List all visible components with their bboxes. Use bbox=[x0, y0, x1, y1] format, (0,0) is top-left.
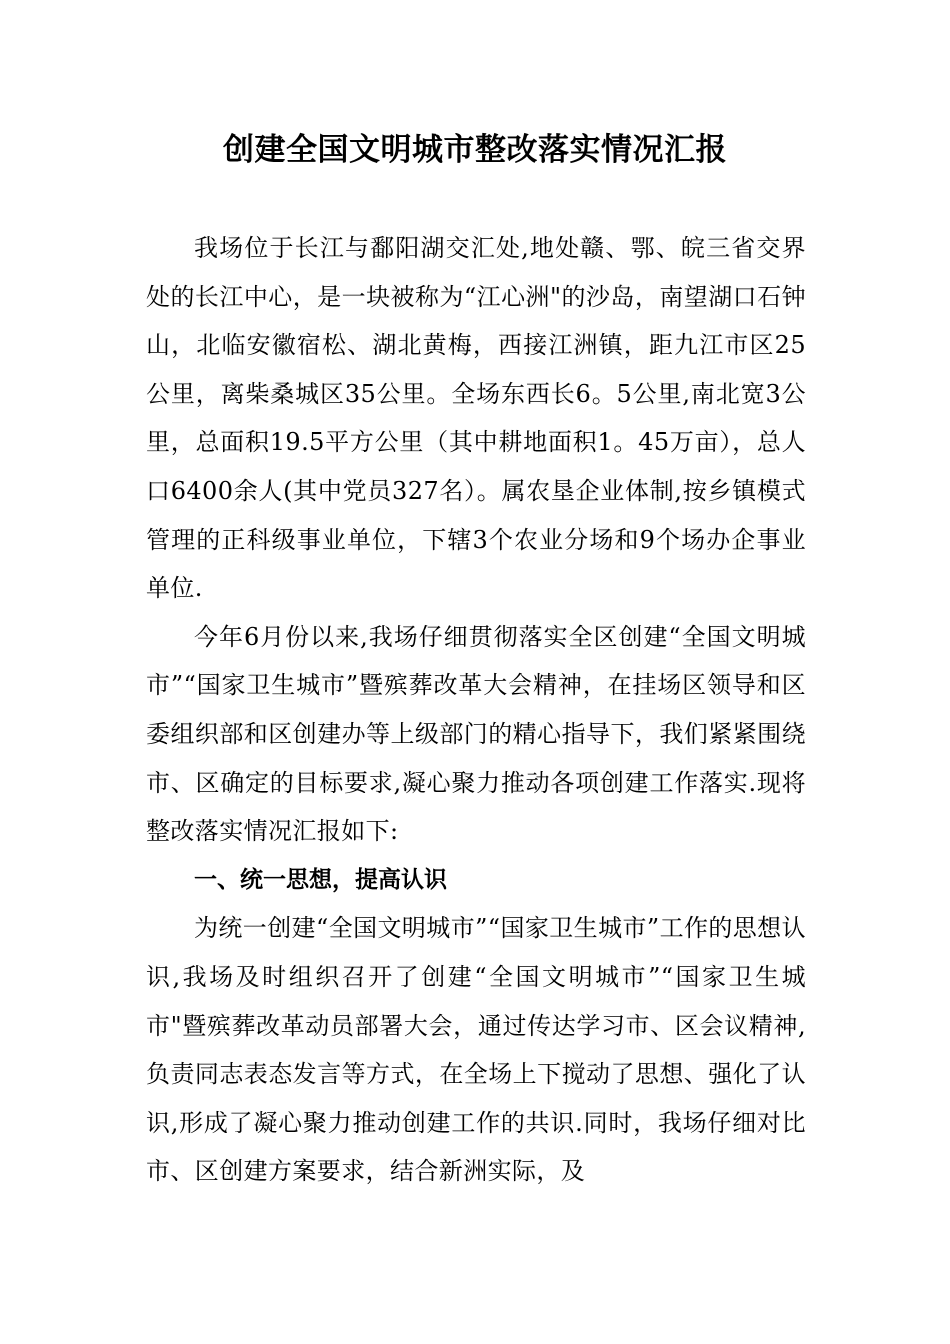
paragraph-location: 我场位于长江与鄱阳湖交汇处,地处赣、鄂、皖三省交界处的长江中心，是一块被称为“江心洲"的沙岛，南望湖口石钟山，北临安徽宿松、湖北黄梅，西接江洲镇，距九江市区25公里，离柴桑城区35公里。全场东西长6。5公里,南北宽3公里，总面积19.5平方公里（其中耕地面积1。45万亩），总人口6400余人(其中党员327名）。属农垦企业体制,按乡镇模式管理的正科级事业单位，下辖3个农业分场和9个场办企事业单位. bbox=[146, 234, 806, 603]
section-heading: 一、统一思想，提高认识 bbox=[194, 866, 447, 893]
document-body bbox=[146, 224, 806, 1196]
paragraph-overview: 今年6月份以来,我场仔细贯彻落实全区创建“全国文明城市”“国家卫生城市”暨殡葬改革大会精神，在挂场区领导和区委组织部和区创建办等上级部门的精心指导下，我们紧紧围绕市、区确定的目标要求,凝心聚力推动各项创建工作落实.现将整改落实情况汇报如下: bbox=[146, 622, 806, 846]
paragraph-section-1: 为统一创建“全国文明城市”“国家卫生城市”工作的思想认识,我场及时组织召开了创建“全国文明城市”“国家卫生城市"暨殡葬改革动员部署大会，通过传达学习市、区会议精神,负责同志表态发言等方式，在全场上下搅动了思想、强化了认识,形成了凝心聚力推动创建工作的共识.同时，我场仔细对比市、区创建方案要求，结合新洲实际，及 bbox=[146, 914, 806, 1186]
document-title: 创建全国文明城市整改落实情况汇报 bbox=[223, 132, 727, 168]
